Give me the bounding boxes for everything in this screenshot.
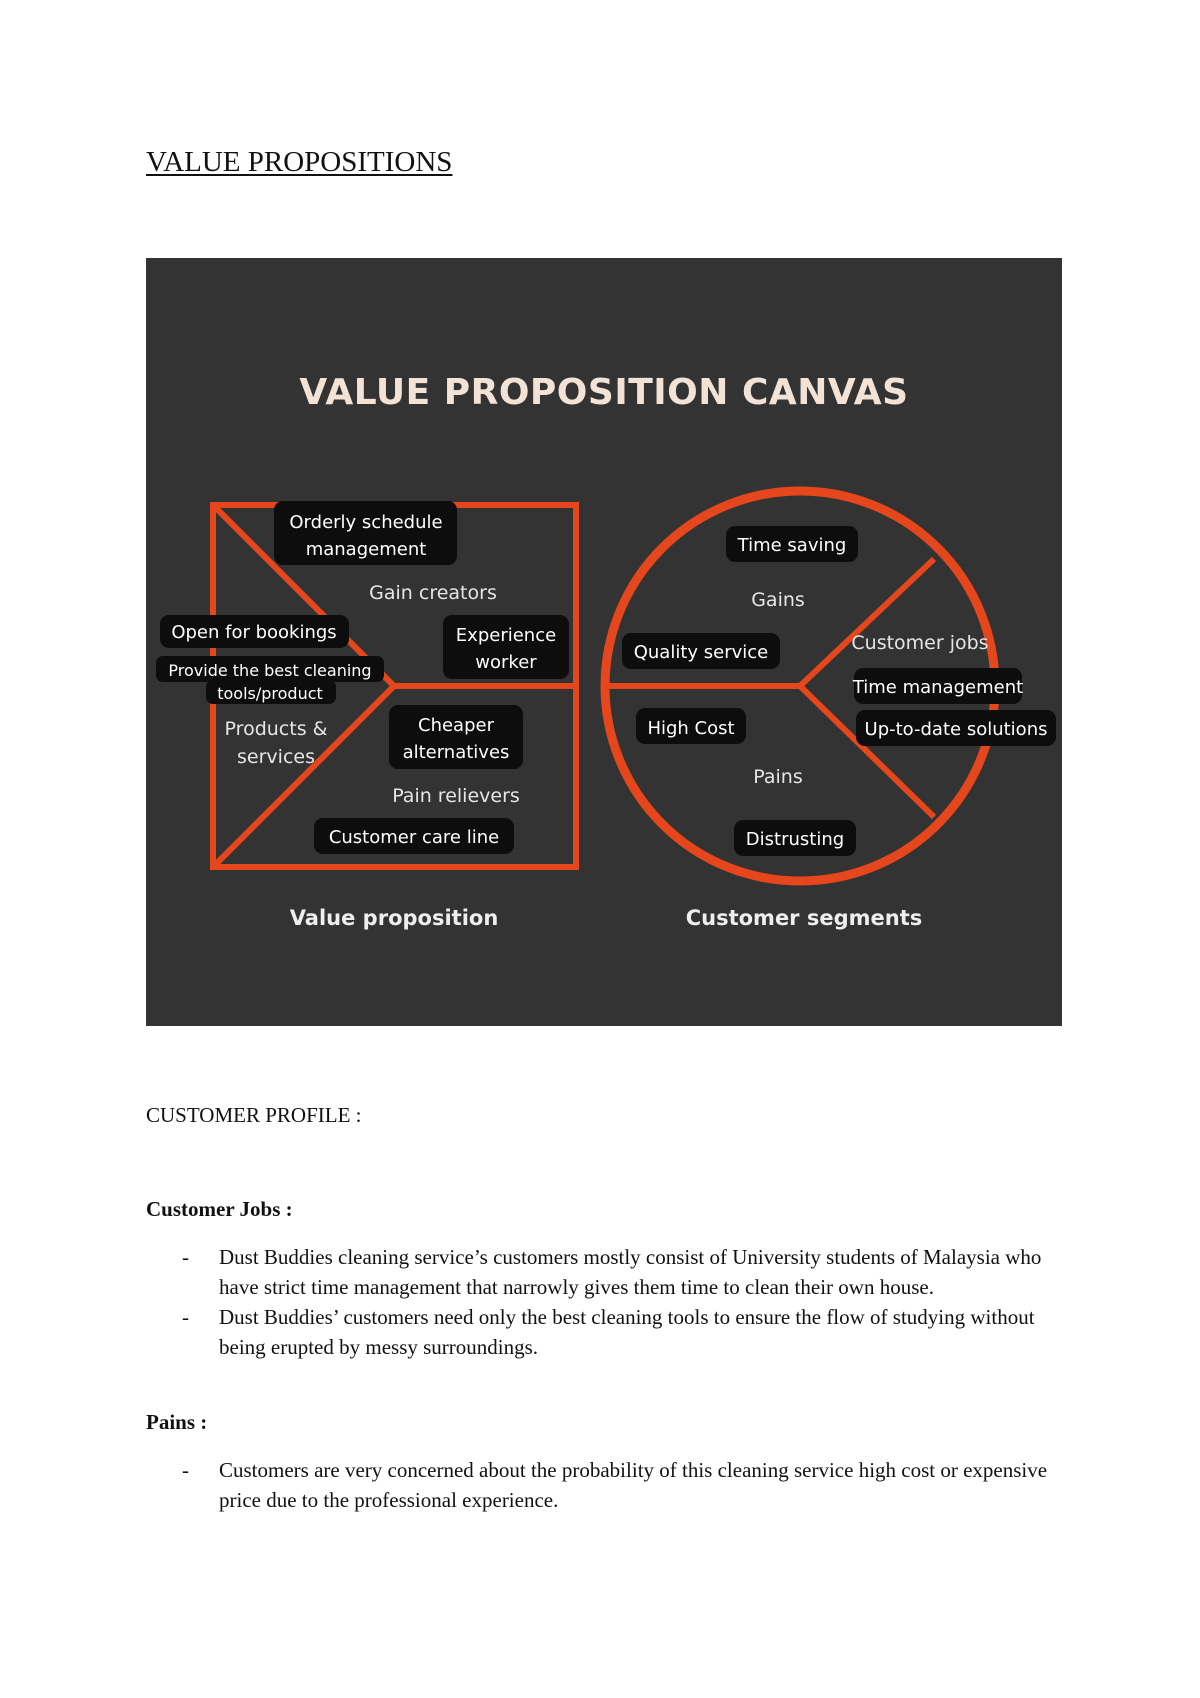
value-proposition-canvas-figure bbox=[146, 258, 1062, 1026]
customer-profile-heading: CUSTOMER PROFILE : bbox=[146, 1103, 362, 1127]
customer-jobs-list bbox=[146, 1242, 1066, 1362]
tag-open-for-bookings bbox=[160, 615, 349, 648]
customer-jobs-heading: Customer Jobs : bbox=[146, 1197, 293, 1221]
gains-label: Gains bbox=[751, 589, 805, 611]
gain-creators-label: Gain creators bbox=[369, 582, 497, 604]
list-item bbox=[146, 1242, 1066, 1302]
list-item-text: Customers are very concerned about the probability of this cleaning service high cost or expensive price due to the professional experience. bbox=[219, 1458, 1048, 1512]
tag-orderly-schedule bbox=[274, 501, 457, 565]
list-item bbox=[146, 1455, 1066, 1515]
tag-up-to-date-text: Up-to-date solutions bbox=[864, 719, 1048, 740]
list-item-text: Dust Buddies cleaning service’s customers mostly consist of University students of Malaysia who have strict time management that narrowly gives them time to clean their own house. bbox=[219, 1245, 1042, 1299]
tag-high-cost-text: High Cost bbox=[647, 718, 735, 739]
products-services-label-line2: services bbox=[237, 746, 315, 768]
products-services-label-line1: Products & bbox=[224, 718, 328, 740]
list-item-text: Dust Buddies’ customers need only the best cleaning tools to ensure the flow of studying without being erupted by messy surroundings. bbox=[219, 1305, 1035, 1359]
tag-high-cost bbox=[636, 708, 746, 744]
tag-experience-line1: Experience bbox=[455, 625, 557, 646]
value-proposition-caption: Value proposition bbox=[289, 906, 499, 930]
tag-time-management-text: Time management bbox=[852, 677, 1024, 698]
list-item bbox=[146, 1302, 1066, 1362]
tag-orderly-schedule-line2: management bbox=[305, 539, 427, 560]
tag-customer-care-line bbox=[314, 818, 514, 854]
pains-list bbox=[146, 1455, 1066, 1515]
tag-experience-worker bbox=[443, 615, 569, 679]
pains-heading: Pains : bbox=[146, 1410, 208, 1434]
tag-customer-care-text: Customer care line bbox=[328, 827, 500, 848]
tag-best-cleaning-tools bbox=[156, 656, 384, 704]
tag-cheaper-alternatives bbox=[389, 705, 523, 769]
tag-distrusting bbox=[734, 820, 856, 856]
tag-up-to-date-solutions bbox=[856, 710, 1056, 746]
tag-open-for-bookings-text: Open for bookings bbox=[171, 622, 337, 643]
customer-segments-caption: Customer segments bbox=[685, 906, 923, 930]
tag-time-saving-text: Time saving bbox=[737, 535, 847, 556]
tag-best-tools-line1: Provide the best cleaning bbox=[168, 661, 372, 680]
page-title: VALUE PROPOSITIONS bbox=[146, 146, 453, 178]
tag-quality-service bbox=[622, 633, 780, 669]
tag-time-management bbox=[852, 668, 1023, 704]
tag-cheaper-line2: alternatives bbox=[402, 742, 510, 763]
bullet-dash: - bbox=[182, 1458, 189, 1482]
figure-title: VALUE PROPOSITION CANVAS bbox=[299, 372, 909, 413]
customer-jobs-label: Customer jobs bbox=[851, 632, 989, 654]
bullet-dash: - bbox=[182, 1305, 189, 1329]
customer-profile-diagonal-top bbox=[800, 559, 934, 686]
tag-cheaper-line1: Cheaper bbox=[418, 715, 494, 736]
tag-best-tools-line2: tools/product bbox=[217, 684, 323, 703]
tag-quality-service-text: Quality service bbox=[633, 642, 769, 663]
pains-label: Pains bbox=[753, 766, 803, 788]
tag-experience-line2: worker bbox=[475, 652, 537, 673]
bullet-dash: - bbox=[182, 1245, 189, 1269]
customer-profile-diagonal-bottom bbox=[800, 686, 934, 817]
tag-distrusting-text: Distrusting bbox=[745, 829, 845, 850]
tag-time-saving bbox=[726, 526, 858, 562]
tag-orderly-schedule-line1: Orderly schedule bbox=[289, 512, 443, 533]
pain-relievers-label: Pain relievers bbox=[392, 785, 520, 807]
canvas-diagram bbox=[146, 258, 1062, 1026]
